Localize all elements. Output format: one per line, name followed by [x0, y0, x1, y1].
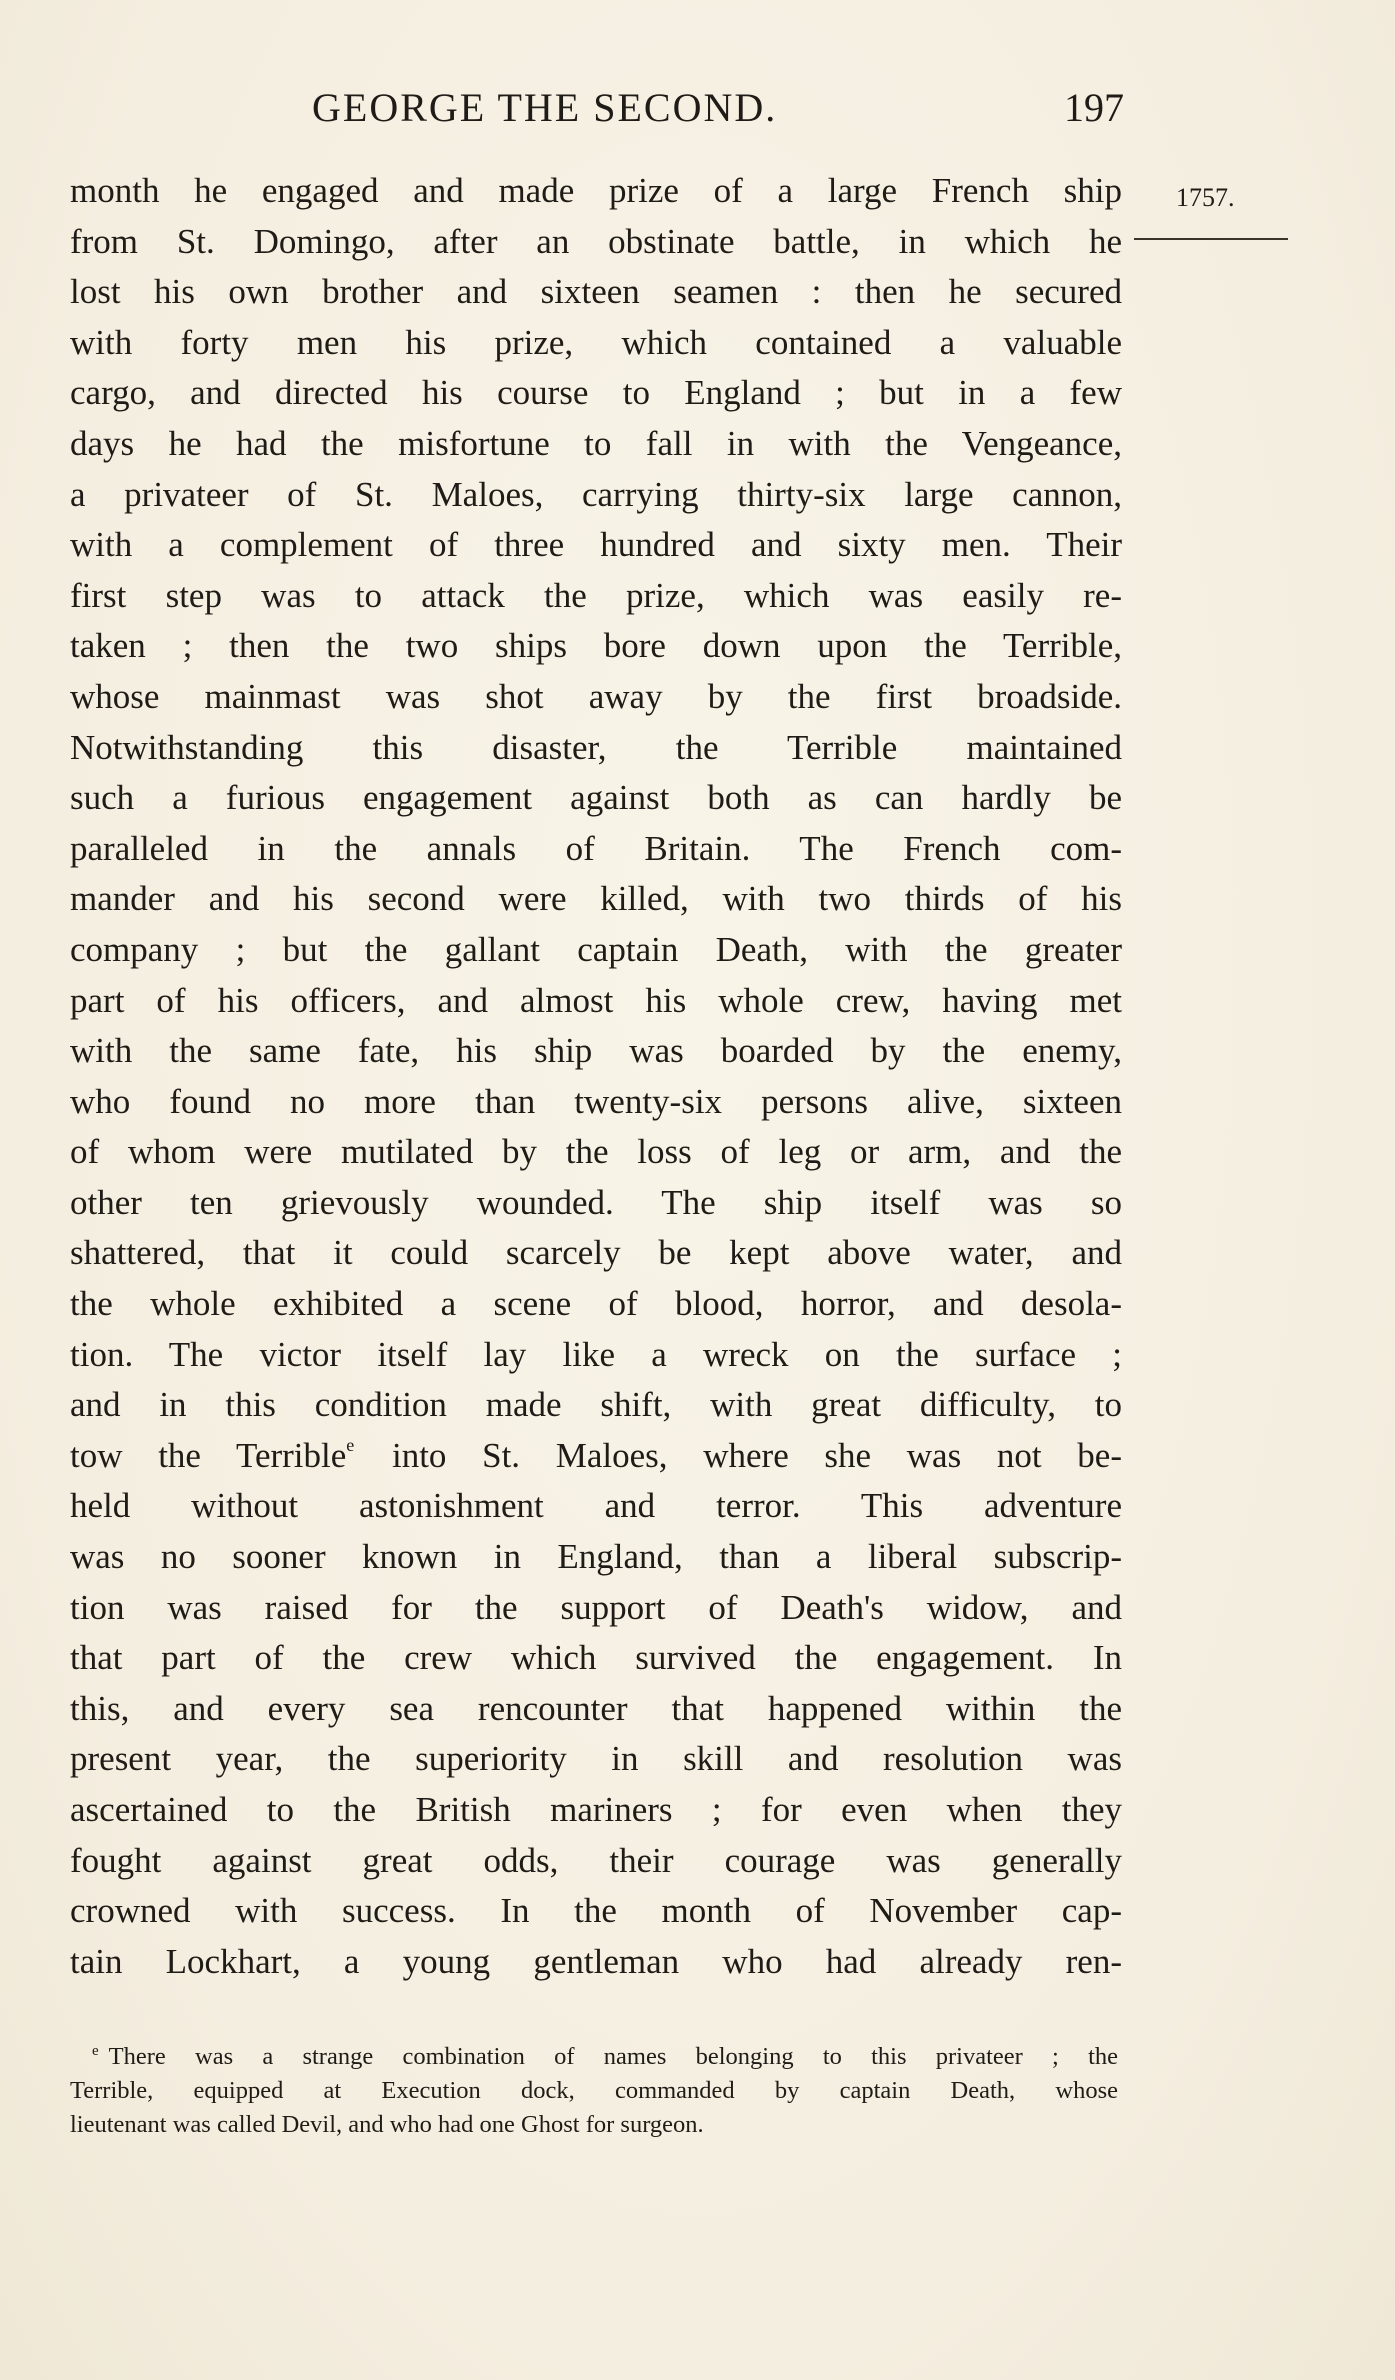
text-line: part of his officers, and almost his whole crew, having met: [70, 980, 1122, 1020]
footnote-line: [70, 2040, 1118, 2074]
text-line: first step was to attack the prize, which was easily re-: [70, 575, 1122, 615]
footnote-reference: e: [346, 1434, 355, 1455]
footnote-line: Terrible, equipped at Execution dock, commanded by captain Death, whose: [70, 2077, 1118, 2104]
text-line: tion. The victor itself lay like a wreck on the surface ;: [70, 1334, 1122, 1374]
text-line: with forty men his prize, which contained a valuable: [70, 322, 1122, 362]
footnote: [70, 2040, 1118, 2142]
text-line: tain Lockhart, a young gentleman who had already ren-: [70, 1941, 1122, 1981]
marginal-rule: [1134, 238, 1288, 240]
text-line: lost his own brother and sixteen seamen : then he secured: [70, 272, 1122, 312]
text-line: whose mainmast was shot away by the first broadside.: [70, 676, 1122, 716]
running-title: GEORGE THE SECOND.: [312, 85, 778, 130]
text-line: crowned with success. In the month of November cap-: [70, 1891, 1122, 1931]
text-line: was no sooner known in England, than a liberal subscrip-: [70, 1537, 1122, 1577]
text-line: ascertained to the British mariners ; for even when they: [70, 1790, 1122, 1829]
footnote-mark: e: [92, 2043, 99, 2059]
text-line: tion was raised for the support of Death's widow, and: [70, 1587, 1122, 1627]
text-line: who found no more than twenty-six persons alive, sixteen: [70, 1081, 1122, 1121]
text-line: this, and every sea rencounter that happened within the: [70, 1688, 1122, 1728]
text-line: from St. Domingo, after an obstinate battle, in which he: [70, 221, 1122, 261]
text-line: present year, the superiority in skill and resolution was: [70, 1739, 1122, 1779]
footnote-line: lieutenant was called Devil, and who had one Ghost for surgeon.: [70, 2111, 704, 2138]
text-line: and in this condition made shift, with great difficulty, to: [70, 1385, 1122, 1425]
text-line: the whole exhibited a scene of blood, horror, and desola-: [70, 1284, 1122, 1324]
page-number: 197: [1064, 85, 1124, 130]
text-line: paralleled in the annals of Britain. The French com-: [70, 828, 1122, 868]
text-line: month he engaged and made prize of a large French ship: [70, 171, 1122, 210]
text-fragment: tow the Terrible: [70, 1435, 347, 1475]
text-line-with-note: [70, 1431, 1122, 1482]
text-line: fought against great odds, their courage was generally: [70, 1840, 1122, 1880]
text-line: days he had the misfortune to fall in with the Vengeance,: [70, 423, 1122, 463]
text-fragment: into St. Maloes, where she was not be-: [356, 1435, 1122, 1475]
text-line: shattered, that it could scarcely be kept above water, and: [70, 1233, 1122, 1273]
text-line: held without astonishment and terror. This adventure: [70, 1486, 1122, 1526]
text-line: with the same fate, his ship was boarded by the enemy,: [70, 1031, 1122, 1071]
text-line: a privateer of St. Maloes, carrying thirty-six large cannon,: [70, 474, 1122, 514]
text-line: that part of the crew which survived the engagement. In: [70, 1638, 1122, 1678]
body-text: [70, 166, 1122, 1987]
footnote-text: There was a strange combination of names belonging to this privateer ; the: [108, 2043, 1118, 2070]
text-line: of whom were mutilated by the loss of leg or arm, and the: [70, 1132, 1122, 1172]
text-line: company ; but the gallant captain Death, with the greater: [70, 929, 1122, 969]
text-line: with a complement of three hundred and sixty men. Their: [70, 525, 1122, 565]
text-line: Notwithstanding this disaster, the Terrible maintained: [70, 727, 1122, 767]
text-line: taken ; then the two ships bore down upon the Terrible,: [70, 626, 1122, 666]
marginal-year: 1757.: [1176, 183, 1235, 212]
text-line: mander and his second were killed, with two thirds of his: [70, 879, 1122, 919]
text-line: other ten grievously wounded. The ship itself was so: [70, 1182, 1122, 1222]
text-line: such a furious engagement against both as can hardly be: [70, 778, 1122, 818]
text-line: cargo, and directed his course to England ; but in a few: [70, 373, 1122, 413]
